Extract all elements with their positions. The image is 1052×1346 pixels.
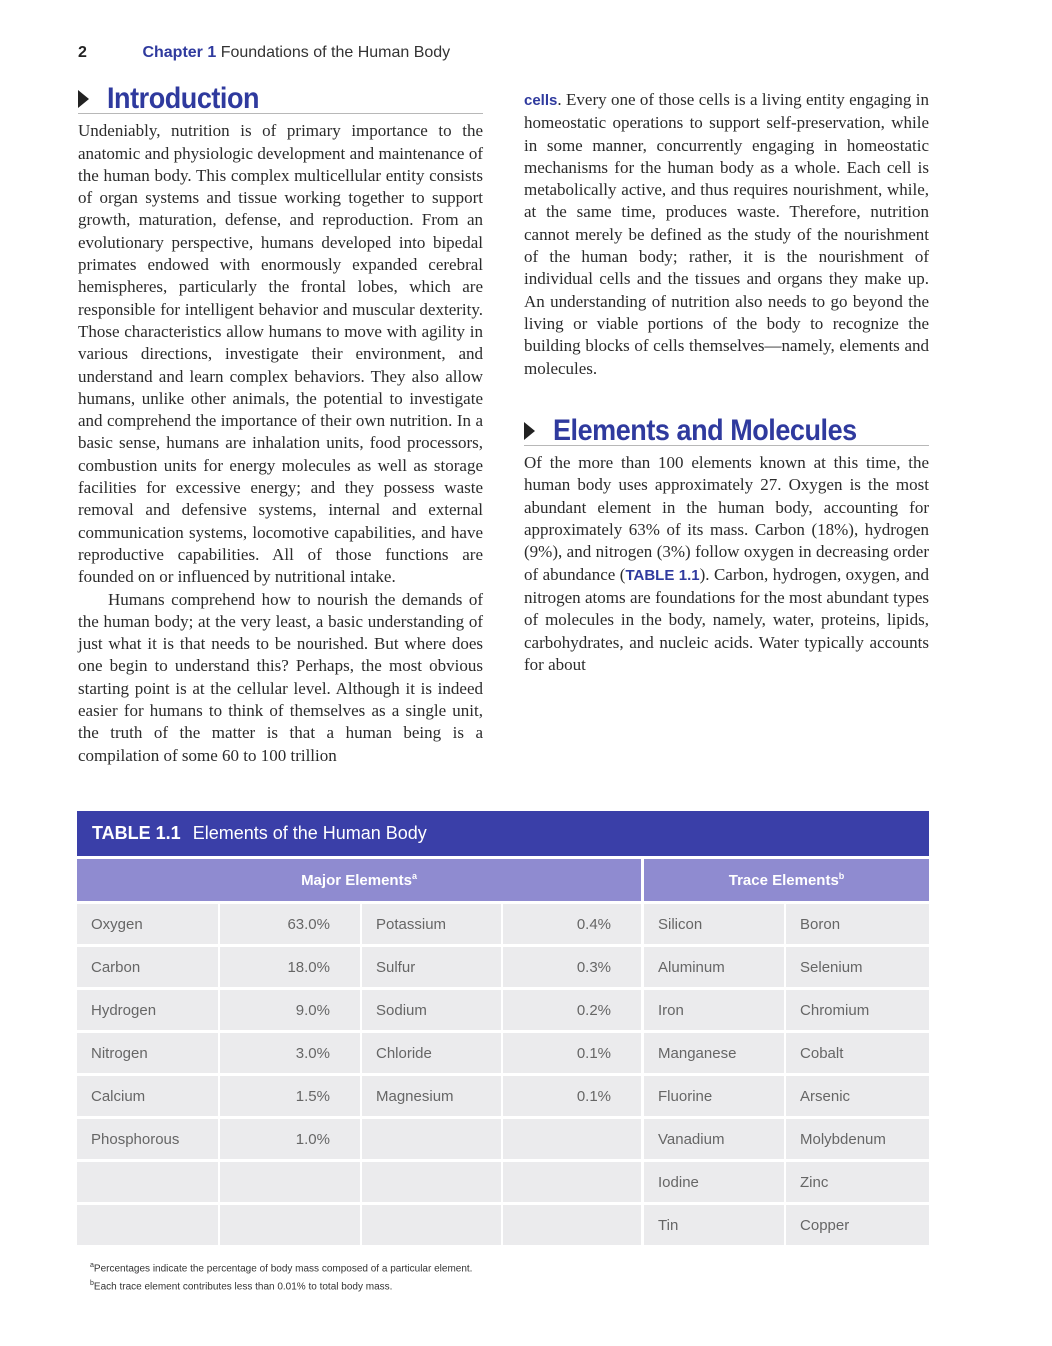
introduction-paragraph-2-continued [524, 89, 929, 380]
major-elements-header: Major Elements$^a$ [77, 856, 644, 901]
table-cell-e1 [77, 1202, 220, 1245]
table-cell-t2: Selenium [786, 944, 929, 987]
table-cell-v2: 0.1% [503, 1030, 644, 1073]
table-cell-e1: Hydrogen [77, 987, 220, 1030]
introduction-paragraph-2-end: . Every one of those cells is a living entity engaging in homeostatic operations to support self-preservation, while in some manner, concurrently engaging in homeostatic mechanisms for the human body as a whole. Each cell is metabolically active, and thus requires nourishment, while, at the same time, produces waste. Therefore, nutrition cannot merely be defined as the study of the nourishment of the human body; rather, it is the nourishment of individual cells and the tissues and organs they make up. An understanding of nutrition also needs to go beyond the living or viable portions of the body to recognize the building blocks of cells themselves—namely, elements and molecules. [524, 90, 929, 378]
elements-paragraph-1-text: Of the more than 100 elements known at this time, the human body uses approximately 27. Oxygen is the most abundant element in the human body, accounting for approximately 63% of its mass. Carbon (18%), hydrogen (9%), and nitrogen (3%) follow oxygen in decreasing order of abundance ( [524, 453, 929, 584]
table-cell-v1 [220, 1159, 362, 1202]
table-cell-v1: 18.0% [220, 944, 362, 987]
right-column [524, 89, 929, 676]
table-cell-e2 [362, 1202, 503, 1245]
footnote-b: $^b$Each trace element contributes less than 0.01% to total body mass. [90, 1280, 393, 1293]
table-cell-e2: Potassium [362, 901, 503, 944]
table-row [77, 1030, 929, 1073]
page-number: 2 [78, 44, 87, 61]
table-cell-t1: Fluorine [644, 1073, 786, 1116]
elements-paragraph-1 [524, 452, 929, 676]
table-cell-t1: Iodine [644, 1159, 786, 1202]
table-cell-t2: Cobalt [786, 1030, 929, 1073]
table-cell-v2: 0.3% [503, 944, 644, 987]
table-cell-t2: Molybdenum [786, 1116, 929, 1159]
table-cell-e2 [362, 1116, 503, 1159]
table-cell-v1: 3.0% [220, 1030, 362, 1073]
introduction-paragraph-1: Undeniably, nutrition is of primary importance to the anatomic and physiologic development and maintenance of the human body. This complex multicellular entity consists of organ systems and tissue working together to support growth, maturation, defense, and reproduction. From an evolutionary perspective, humans developed into bipedal primates endowed with enormously expanded cerebral hemispheres, particularly the frontal lobes, which are responsible for intelligent behavior and muscular dexterity. Those characteristics allow humans to move with agility in various directions, investigate their environment, and understand and learn complex behaviors. They also allow humans, unlike other animals, the potential to investigate and comprehend the importance of their own nutrition. In a basic sense, humans are inhalation units, food processors, combustion units for energy molecules as well as storage facilities for excessive energy; and they possess waste removal and defensive systems, internal and external communication systems, locomotive capabilities, and have reproductive capabilities. All of those functions are founded on or influenced by nutritional intake. [78, 121, 483, 587]
table-row [77, 987, 929, 1030]
elements-table [77, 811, 929, 1245]
introduction-heading [78, 82, 483, 115]
table-footnotes [90, 1258, 472, 1295]
chapter-label: Chapter 1 [142, 44, 217, 61]
footnote-a: $^a$Percentages indicate the percentage of body mass composed of a particular element. [90, 1262, 473, 1275]
table-cell-t1: Aluminum [644, 944, 786, 987]
table-cell-v2 [503, 1202, 644, 1245]
table-cell-e1: Phosphorous [77, 1116, 220, 1159]
elements-heading-text: Elements and Molecules [553, 413, 857, 447]
chapter-title: Foundations of the Human Body [220, 44, 451, 61]
table-cell-v2 [503, 1159, 644, 1202]
table-row [77, 901, 929, 944]
table-cell-t2: Zinc [786, 1159, 929, 1202]
table-cell-t2: Boron [786, 901, 929, 944]
introduction-paragraph-2-text: Humans comprehend how to nourish the demands of the human body; at the very least, a basic understanding of just what it is that needs to be nourished. But where does one begin to understand this? Perhaps, the most obvious starting point is at the cellular level. Although it is indeed easier for humans to think of themselves as a single unit, the truth of the matter is that a human being is a compilation of some 60 to 100 trillion [78, 589, 483, 765]
table-cell-e1: Nitrogen [77, 1030, 220, 1073]
introduction-paragraph-2 [78, 589, 483, 767]
table-label: TABLE 1.1 [92, 823, 181, 843]
table-cell-t1: Silicon [644, 901, 786, 944]
triangle-bullet-icon [524, 422, 535, 440]
trace-elements-header: Trace Elements$^b$ [644, 856, 929, 901]
table-cell-t1: Manganese [644, 1030, 786, 1073]
left-column [78, 82, 483, 767]
table-cell-v1: 1.0% [220, 1116, 362, 1159]
table-cell-v2: 0.1% [503, 1073, 644, 1116]
table-cell-t1: Iron [644, 987, 786, 1030]
table-cell-e2: Magnesium [362, 1073, 503, 1116]
table-1-1-link[interactable]: TABLE 1.1 [625, 566, 700, 584]
table-title-bar [77, 811, 929, 856]
table-cell-v1 [220, 1202, 362, 1245]
elements-data-table [77, 856, 929, 1245]
table-cell-e1: Oxygen [77, 901, 220, 944]
table-row [77, 1073, 929, 1116]
introduction-heading-text: Introduction [107, 82, 260, 115]
table-cell-e2 [362, 1159, 503, 1202]
running-head [78, 44, 450, 62]
table-cell-v1: 1.5% [220, 1073, 362, 1116]
table-cell-e1: Calcium [77, 1073, 220, 1116]
table-row [77, 944, 929, 987]
table-cell-e2: Sulfur [362, 944, 503, 987]
table-cell-v2: 0.2% [503, 987, 644, 1030]
table-row [77, 1116, 929, 1159]
elements-paragraph-1-end: ). Carbon, hydrogen, oxygen, and nitrogen atoms are foundations for the most abundant types of molecules in the body, namely, water, proteins, lipids, carbohydrates, and nucleic acids. Water typically accounts for about [524, 564, 929, 674]
table-cell-v2: 0.4% [503, 901, 644, 944]
table-cell-e2: Sodium [362, 987, 503, 1030]
table-cell-t1: Tin [644, 1202, 786, 1245]
table-cell-v1: 9.0% [220, 987, 362, 1030]
table-cell-e1 [77, 1159, 220, 1202]
table-row [77, 1159, 929, 1202]
table-cell-v1: 63.0% [220, 901, 362, 944]
cells-link[interactable]: cells [524, 92, 558, 109]
table-cell-e2: Chloride [362, 1030, 503, 1073]
table-title: Elements of the Human Body [192, 823, 427, 843]
table-cell-e1: Carbon [77, 944, 220, 987]
table-cell-t1: Vanadium [644, 1116, 786, 1159]
elements-heading [524, 413, 929, 447]
table-cell-t2: Arsenic [786, 1073, 929, 1116]
table-row [77, 1202, 929, 1245]
triangle-bullet-icon [78, 90, 89, 108]
table-cell-v2 [503, 1116, 644, 1159]
table-cell-t2: Copper [786, 1202, 929, 1245]
table-cell-t2: Chromium [786, 987, 929, 1030]
